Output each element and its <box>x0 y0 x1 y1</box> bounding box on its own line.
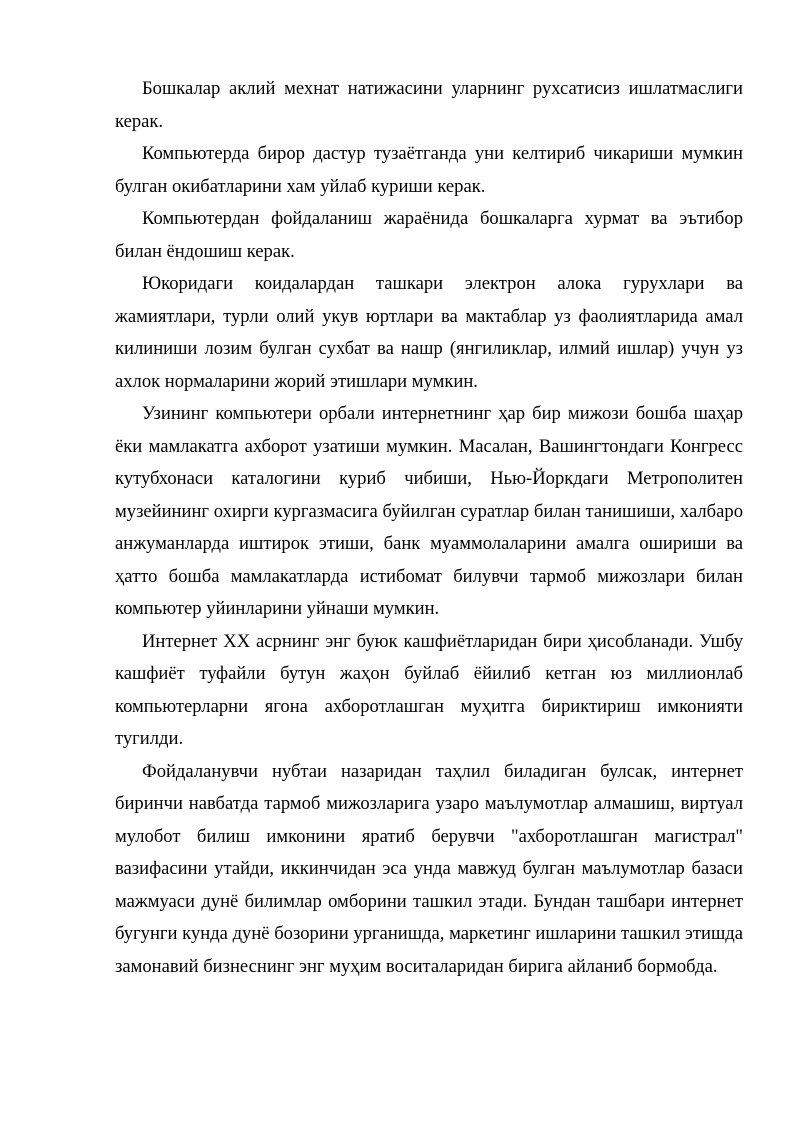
paragraph-1: Бошкалар аклий мехнат натижасини уларнинг рухсатисиз ишлатмаслиги керак. <box>115 78 743 132</box>
paragraph-4: Юкоридаги коидалардан ташкари электрон алока гурухлари ва жамиятлари, турли олий укув юртлари ва мактаблар уз фаолиятларида амал килиниши лозим булган сухбат ва нашр (янгиликлар, илмий ишлар) учун уз ахлок нормаларини жорий этишлари мумкин. <box>115 273 743 392</box>
paragraph-2: Компьютерда бирор дастур тузаётганда уни келтириб чикариши мумкин булган окибатларини хам уйлаб куриши керак. <box>115 143 743 197</box>
paragraph-3: Компьютердан фойдаланиш жараёнида бошкаларга хурмат ва эътибор билан ёндошиш керак. <box>115 208 743 262</box>
paragraph-7: Фойдаланувчи нубтаи назаридан таҳлил биладиган булсак, интернет биринчи навбатда тармоб мижозларига узаро маълумотлар алмашиш, виртуал мулобот билиш имконини яратиб берувчи "ахборотлашган магистрал" вазифасини утайди, иккинчидан эса унда мавжуд булган маълумотлар базаси мажмуаси дунё билимлар омборини ташкил этади. Бундан ташбари интернет бугунги кунда дунё бозорини урганишда, маркетинг ишларини ташкил этишда замонавий бизнеснинг энг муҳим воситаларидан бирига айланиб бормобда. <box>115 760 743 977</box>
paragraph-6: Интернет XX асрнинг энг буюк кашфиётларидан бири ҳисобланади. Ушбу кашфиёт туфайли бутун жаҳон буйлаб ёйилиб кетган юз миллионлаб компьютерларни ягона ахборотлашган муҳитга бириктириш имконияти тугилди. <box>115 630 743 749</box>
paragraph-5: Узининг компьютери орбали интернетнинг ҳар бир мижози бошба шаҳар ёки мамлакатга ахборот узатиши мумкин. Масалан, Вашингтондаги Конгресс кутубхонаси каталогини куриб чибиши, Нью-Йоркдаги Метрополитен музейининг охирги кургазмасига буйилган суратлар билан танишиши, халбаро анжуманларда иштирок этиши, банк муаммолаларини амалга ошириши ва ҳатто бошба мамлакатларда истибомат билувчи тармоб мижозлари билан компьютер уйинларини уйнаши мумкин. <box>115 403 743 619</box>
document-body <box>115 73 743 983</box>
